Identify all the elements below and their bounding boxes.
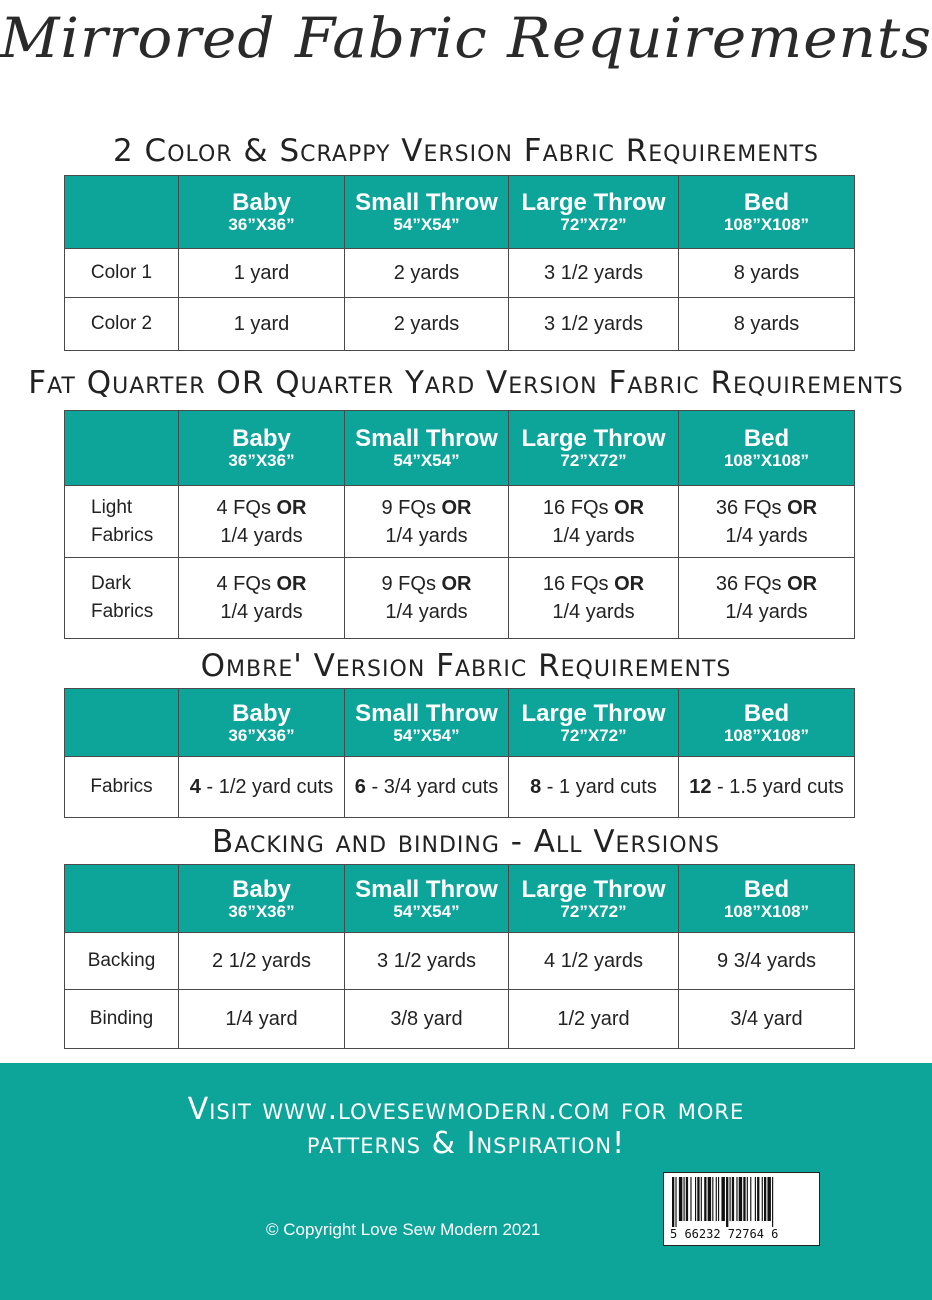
header-bed [679, 865, 855, 933]
header-blank-cell [65, 865, 179, 933]
cut-count: 6 [354, 775, 366, 798]
or-word: OR [787, 573, 818, 595]
barcode-bar [672, 1177, 674, 1227]
size-dim: 54”X54” [393, 725, 460, 745]
size-dim: 108”X108” [723, 451, 810, 470]
barcode-bar [755, 1177, 756, 1221]
cut-count: 12 [689, 775, 712, 798]
header-baby [179, 689, 345, 757]
visit-message [0, 1093, 932, 1161]
row-label: Backing [65, 933, 179, 990]
footer-band [0, 1063, 932, 1300]
header-small-throw [345, 865, 509, 933]
size-name: Baby [232, 189, 291, 216]
table-cell [345, 558, 509, 639]
section-title-two-color: 2 Color & Scrappy Version Fabric Requirements [112, 133, 820, 169]
quarter-yards: 1/4 yards [385, 524, 468, 547]
section-title-backing-binding: Backing and binding - All Versions [212, 824, 720, 860]
header-large-throw [509, 689, 679, 757]
cut-count: 8 [530, 775, 542, 798]
barcode-bar [712, 1177, 713, 1221]
size-name: Large Throw [521, 189, 666, 216]
header-blank-cell [65, 176, 179, 249]
barcode-bars-icon [670, 1177, 813, 1227]
barcode-bar [747, 1177, 748, 1221]
size-dim: 54”X54” [393, 901, 460, 921]
barcode-bar [684, 1177, 685, 1221]
row-label [65, 558, 179, 639]
fat-quarter-table [64, 410, 855, 639]
row-label: Fabrics [65, 757, 179, 818]
header-small-throw [345, 411, 509, 486]
size-dim: 72”X72” [560, 725, 627, 745]
or-word: OR [787, 496, 818, 519]
size-dim: 36”X36” [228, 725, 295, 745]
fq-count: 9 FQs [381, 573, 436, 595]
size-dim: 108”X108” [723, 725, 810, 745]
size-name: Small Throw [355, 425, 498, 452]
table-row [65, 298, 855, 351]
backing-binding-table [64, 864, 855, 1049]
size-name: Baby [232, 699, 291, 727]
size-name: Large Throw [521, 875, 666, 903]
quarter-yards: 1/4 yards [220, 601, 303, 623]
table-header-row [65, 865, 855, 933]
table-row [65, 757, 855, 818]
barcode-bar [743, 1177, 745, 1221]
size-dim: 36”X36” [228, 451, 295, 470]
size-dim: 36”X36” [228, 215, 295, 234]
barcode-bar [716, 1177, 717, 1221]
table-cell: 1 yard [179, 298, 345, 351]
table-cell: 1/2 yard [509, 990, 679, 1049]
two-color-table [64, 175, 855, 351]
section-title-ombre: Ombre' Version Fabric Requirements [200, 648, 732, 684]
row-label-line2: Fabrics [91, 524, 154, 546]
fq-count: 16 FQs [542, 496, 609, 519]
header-bed [679, 411, 855, 486]
header-blank-cell [65, 411, 179, 486]
size-name: Small Throw [355, 875, 498, 903]
barcode-bar [690, 1177, 691, 1221]
fq-count: 4 FQs [216, 573, 271, 595]
or-word: OR [614, 573, 645, 595]
barcode-bar [701, 1177, 702, 1221]
fq-count: 9 FQs [381, 496, 436, 519]
table-cell [509, 757, 679, 818]
table-row [65, 990, 855, 1049]
barcode-bar [736, 1177, 737, 1221]
header-large-throw [509, 411, 679, 486]
size-dim: 54”X54” [393, 451, 460, 470]
quarter-yards: 1/4 yards [552, 524, 635, 547]
size-name: Small Throw [355, 189, 498, 216]
table-cell: 8 yards [679, 298, 855, 351]
or-word: OR [276, 496, 307, 519]
table-cell: 3 1/2 yards [345, 933, 509, 990]
copyright-text: © Copyright Love Sew Modern 2021 [266, 1220, 541, 1239]
barcode-bar [686, 1177, 688, 1221]
or-word: OR [441, 496, 472, 519]
barcode-bar [732, 1177, 734, 1221]
table-cell: 4 1/2 yards [509, 933, 679, 990]
table-cell [509, 558, 679, 639]
table-header-row [65, 689, 855, 757]
row-label [65, 486, 179, 558]
header-baby [179, 865, 345, 933]
quarter-yards: 1/4 yards [385, 601, 468, 623]
barcode-bar [704, 1177, 706, 1221]
table-cell: 3/8 yard [345, 990, 509, 1049]
table-cell: 3 1/2 yards [509, 298, 679, 351]
header-bed [679, 176, 855, 249]
quarter-yards: 1/4 yards [725, 524, 808, 547]
row-label-line1: Light [91, 496, 133, 518]
barcode-bar [762, 1177, 763, 1221]
header-small-throw [345, 176, 509, 249]
barcode-bar [739, 1177, 742, 1221]
size-name: Large Throw [521, 699, 666, 727]
row-label-line1: Dark [91, 573, 132, 594]
table-row [65, 486, 855, 558]
size-dim: 72”X72” [560, 451, 627, 470]
table-cell: 3/4 yard [679, 990, 855, 1049]
fq-count: 36 FQs [715, 496, 782, 519]
barcode-bar [726, 1177, 728, 1227]
table-cell [679, 558, 855, 639]
header-small-throw [345, 689, 509, 757]
cut-size: - 1/2 yard cuts [200, 775, 334, 798]
header-baby [179, 411, 345, 486]
header-bed [679, 689, 855, 757]
fq-count: 4 FQs [216, 496, 271, 519]
table-header-row [65, 176, 855, 249]
ombre-table [64, 688, 855, 818]
barcode-bar [764, 1177, 766, 1221]
table-cell: 1/4 yard [179, 990, 345, 1049]
header-blank-cell [65, 689, 179, 757]
table-cell [179, 757, 345, 818]
size-dim: 72”X72” [560, 215, 627, 234]
row-label-line2: Fabrics [91, 601, 154, 622]
table-cell [679, 757, 855, 818]
barcode-bar [730, 1177, 731, 1221]
table-cell [509, 486, 679, 558]
cut-size: - 3/4 yard cuts [365, 775, 499, 798]
size-name: Bed [743, 425, 790, 452]
barcode-bar [750, 1177, 751, 1221]
or-word: OR [614, 496, 645, 519]
table-row [65, 249, 855, 298]
barcode-bar [695, 1177, 696, 1221]
table-cell: 2 yards [345, 298, 509, 351]
visit-line2: patterns & Inspiration! [306, 1126, 626, 1161]
size-name: Large Throw [521, 425, 666, 452]
table-cell [179, 558, 345, 639]
table-cell: 3 1/2 yards [509, 249, 679, 298]
table-cell: 8 yards [679, 249, 855, 298]
barcode-bar [757, 1177, 759, 1221]
size-name: Bed [743, 699, 790, 727]
row-label: Color 1 [65, 249, 179, 298]
page-title: Mirrored Fabric Requirements [0, 5, 932, 71]
barcode-number: 5 66232 72764 6 [670, 1227, 779, 1241]
table-cell [679, 486, 855, 558]
barcode-bar [675, 1177, 676, 1227]
table-cell: 1 yard [179, 249, 345, 298]
size-name: Bed [743, 189, 790, 216]
size-name: Bed [743, 875, 790, 903]
size-name: Baby [232, 425, 291, 452]
size-dim: 54”X54” [393, 215, 460, 234]
barcode-bar [772, 1177, 773, 1227]
table-row [65, 933, 855, 990]
header-large-throw [509, 865, 679, 933]
size-dim: 36”X36” [228, 901, 295, 921]
table-cell: 2 1/2 yards [179, 933, 345, 990]
or-word: OR [441, 573, 472, 595]
cut-size: - 1 yard cuts [541, 775, 657, 798]
barcode-bar [679, 1177, 682, 1221]
table-cell: 2 yards [345, 249, 509, 298]
barcode-bar [721, 1177, 724, 1221]
table-cell: 9 3/4 yards [679, 933, 855, 990]
size-name: Baby [232, 875, 291, 903]
barcode-bar [767, 1177, 770, 1221]
cut-size: - 1.5 yard cuts [711, 775, 844, 798]
size-dim: 108”X108” [723, 901, 810, 921]
barcode-bar [708, 1177, 711, 1221]
section-title-fat-quarter: Fat Quarter OR Quarter Yard Version Fabric Requirements [28, 365, 904, 401]
header-large-throw [509, 176, 679, 249]
table-header-row [65, 411, 855, 486]
size-name: Small Throw [355, 699, 498, 727]
barcode-bar [697, 1177, 699, 1221]
fq-count: 36 FQs [715, 573, 782, 595]
table-cell [345, 757, 509, 818]
quarter-yards: 1/4 yards [220, 524, 303, 547]
barcode [663, 1172, 820, 1246]
size-dim: 108”X108” [723, 215, 810, 234]
table-cell [345, 486, 509, 558]
or-word: OR [276, 573, 307, 595]
visit-line1: Visit www.lovesewmodern.com for more [187, 1092, 745, 1127]
header-baby [179, 176, 345, 249]
quarter-yards: 1/4 yards [725, 601, 808, 623]
cut-count: 4 [189, 775, 201, 798]
row-label: Binding [65, 990, 179, 1049]
row-label: Color 2 [65, 298, 179, 351]
table-row [65, 558, 855, 639]
table-cell [179, 486, 345, 558]
barcode-bar [718, 1177, 719, 1221]
size-dim: 72”X72” [560, 901, 627, 921]
fq-count: 16 FQs [542, 573, 609, 595]
quarter-yards: 1/4 yards [552, 601, 635, 623]
